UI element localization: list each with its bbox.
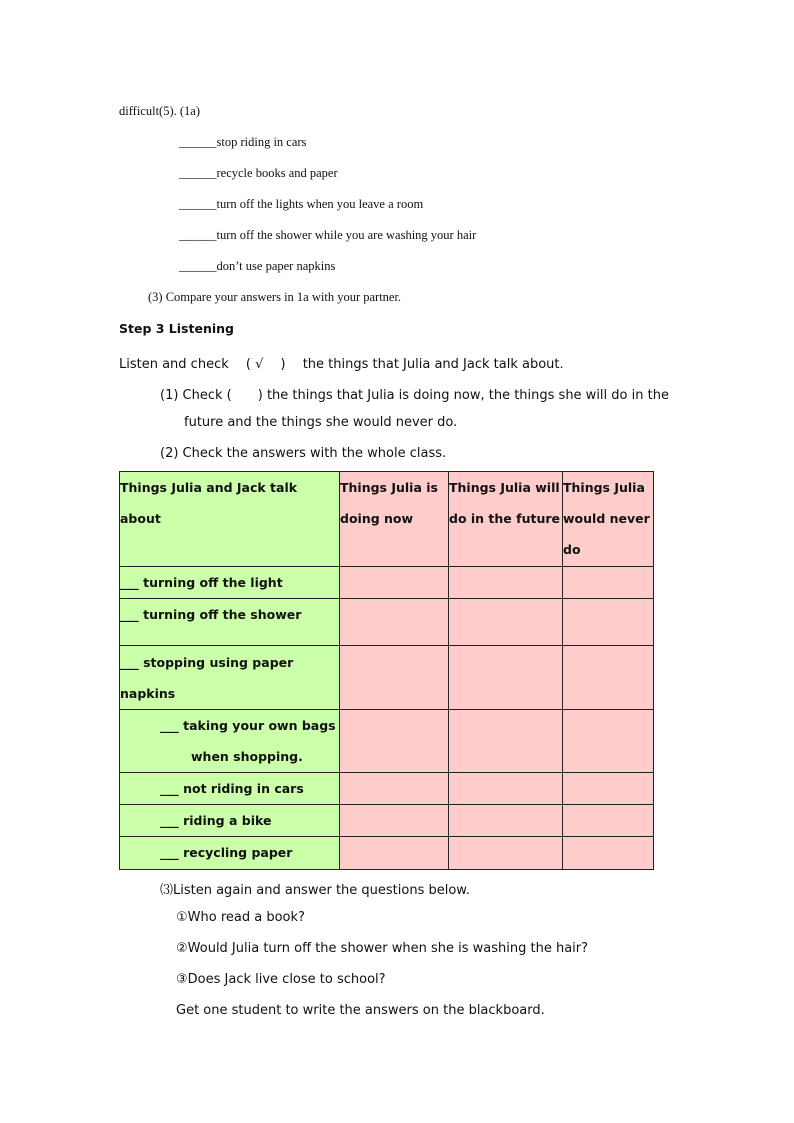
row-label: ___ turning off the light: [120, 567, 340, 599]
check-cell[interactable]: [563, 567, 654, 599]
check-cell[interactable]: [340, 567, 449, 599]
check-cell[interactable]: [449, 805, 563, 837]
item-1-line-2: future and the things she would never do.: [184, 415, 458, 430]
listen-check-instruction: Listen and check ( √ ) the things that Julia and Jack talk about.: [119, 357, 564, 372]
final-instruction: Get one student to write the answers on the blackboard.: [176, 1003, 545, 1018]
check-cell[interactable]: [340, 837, 449, 870]
check-cell[interactable]: [563, 805, 654, 837]
check-cell[interactable]: [340, 646, 449, 710]
check-cell[interactable]: [563, 773, 654, 805]
row-label: ___ recycling paper: [120, 837, 340, 870]
check-cell[interactable]: [449, 837, 563, 870]
row-label-continuation: when shopping.: [191, 749, 303, 764]
row-label: ___ taking your own bags: [160, 718, 336, 733]
table-row: [120, 805, 654, 837]
check-cell[interactable]: [563, 599, 654, 646]
option-napkins: ______don’t use paper napkins: [179, 259, 336, 273]
question-2: ②Would Julia turn off the shower when she is washing the hair?: [176, 941, 589, 956]
header-topics: Things Julia and Jack talk about: [120, 472, 340, 567]
header-doing-now: Things Julia is doing now: [340, 472, 449, 567]
question-3: ③Does Jack live close to school?: [176, 972, 386, 987]
intro-line: difficult(5). (1a): [119, 104, 200, 118]
row-label-bags: [120, 710, 340, 773]
table-row: [120, 599, 654, 646]
item-2: (2) Check the answers with the whole class.: [160, 446, 447, 461]
table-row: [120, 646, 654, 710]
table-row: [120, 567, 654, 599]
check-cell[interactable]: [563, 837, 654, 870]
check-cell[interactable]: [340, 710, 449, 773]
table-row: [120, 710, 654, 773]
listening-table: [119, 471, 654, 870]
row-label: ___ stopping using paper napkins: [120, 646, 340, 710]
check-cell[interactable]: [449, 646, 563, 710]
header-future: Things Julia will do in the future: [449, 472, 563, 567]
option-recycle: ______recycle books and paper: [179, 166, 338, 180]
question-1: ①Who read a book?: [176, 910, 305, 925]
check-cell[interactable]: [340, 599, 449, 646]
check-cell[interactable]: [449, 567, 563, 599]
check-cell[interactable]: [563, 710, 654, 773]
step-title: Step 3 Listening: [119, 321, 234, 336]
check-cell[interactable]: [449, 773, 563, 805]
check-cell[interactable]: [449, 599, 563, 646]
row-label: ___ turning off the shower: [120, 599, 340, 646]
check-cell[interactable]: [340, 773, 449, 805]
item-3: ⑶Listen again and answer the questions below.: [160, 883, 470, 898]
table-row: [120, 773, 654, 805]
row-label: ___ not riding in cars: [120, 773, 340, 805]
option-lights: ______turn off the lights when you leave a room: [179, 197, 424, 211]
table-header-row: [120, 472, 654, 567]
compare-instruction: (3) Compare your answers in 1a with your partner.: [148, 290, 402, 304]
option-shower: ______turn off the shower while you are washing your hair: [179, 228, 477, 242]
check-cell[interactable]: [449, 710, 563, 773]
item-1-line-1: (1) Check ( ) the things that Julia is doing now, the things she will do in the: [160, 388, 669, 403]
table-row: [120, 837, 654, 870]
option-stop-riding: ______stop riding in cars: [179, 135, 307, 149]
check-cell[interactable]: [563, 646, 654, 710]
header-never: Things Julia would never do: [563, 472, 654, 567]
row-label: ___ riding a bike: [120, 805, 340, 837]
check-cell[interactable]: [340, 805, 449, 837]
